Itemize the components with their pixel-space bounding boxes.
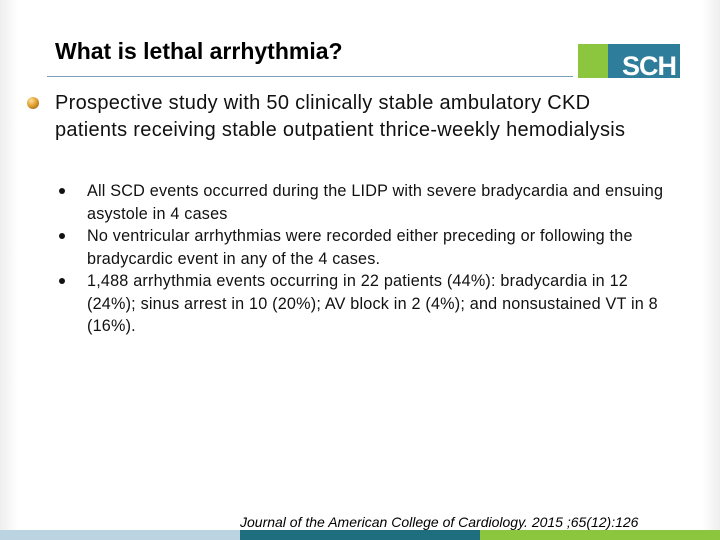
sub-bullet-list [55,180,675,338]
footer-bar-segment [480,530,720,540]
sub-bullet-text: No ventricular arrhythmias were recorded either preceding or following the bradycardic event in any of the 4 cases. [87,227,633,268]
footer-bar-segment [0,530,240,540]
logo-text: SCH [622,51,677,78]
sub-bullet-text: All SCD events occurred during the LIDP with severe bradycardia and ensuing asystole in 4 cases [87,182,664,223]
slide-title: What is lethal arrhythmia? [55,38,343,64]
list-item [55,180,675,225]
logo-teal-block [608,44,680,78]
sch-logo [578,44,680,78]
bullet-icon [27,97,39,109]
logo-green-block [578,44,608,78]
bullet-dot-icon [59,278,65,284]
main-bullet-text: Prospective study with 50 clinically stable ambulatory CKD patients receiving stable outpatient thrice-weekly hemodialysis [55,92,626,141]
bullet-dot-icon [59,188,65,194]
list-item [55,270,675,338]
citation: Journal of the American College of Cardiology. 2015 ;65(12):126 [240,514,639,530]
sub-bullet-text: 1,488 arrhythmia events occurring in 22 patients (44%): bradycardia in 12 (24%); sinus arrest in 10 (20%); AV block in 2 (4%); and nonsustained VT in 8 (16%). [87,272,658,335]
footer-bar-segment [240,530,480,540]
list-item [55,225,675,270]
title-divider [47,76,573,77]
bullet-dot-icon [59,233,65,239]
footer-color-bar [0,530,720,540]
